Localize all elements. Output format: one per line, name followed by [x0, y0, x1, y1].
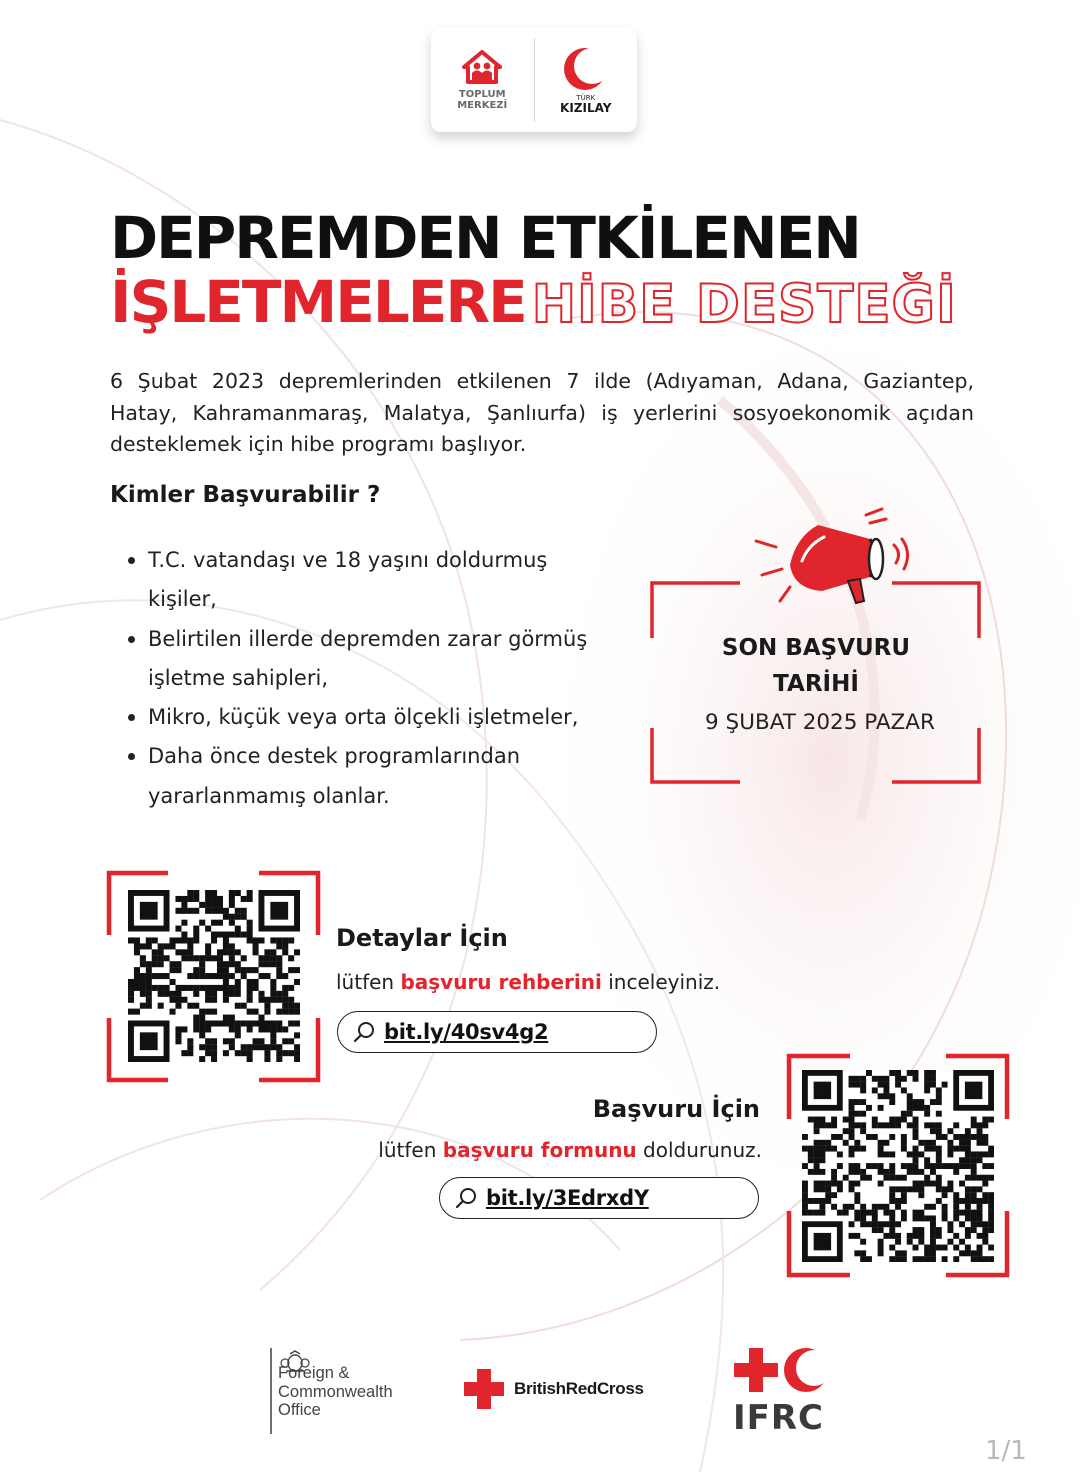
toplum-merkezi-logo — [431, 28, 534, 132]
fco-text — [278, 1364, 410, 1420]
turk-text: TÜRK — [576, 93, 596, 102]
royal-crest-icon — [280, 1350, 310, 1372]
application-post-text: doldurunuz. — [636, 1138, 762, 1162]
qr-code-details[interactable] — [128, 890, 300, 1062]
application-pre-text: lütfen — [378, 1138, 443, 1162]
qr-code-application[interactable] — [802, 1070, 994, 1262]
headline-red-text: İŞLETMELERE — [110, 268, 526, 336]
fco-line-3: Office — [278, 1401, 321, 1419]
british-red-cross-logo — [464, 1369, 644, 1409]
deadline-title — [650, 630, 982, 702]
eligibility-title: Kimler Başvurabilir ? — [110, 482, 381, 508]
deadline-title-line-2: TARİHİ — [773, 671, 859, 697]
headline-outline-text: HİBE DESTEĞİ — [531, 274, 957, 335]
turk-kizilay-logo — [535, 28, 638, 132]
details-link[interactable]: bit.ly/40sv4g2 — [384, 1020, 549, 1044]
eligibility-list — [128, 541, 598, 816]
details-link-pill[interactable] — [337, 1011, 657, 1053]
application-title: Başvuru İçin — [592, 1095, 760, 1123]
british-red-cross-text: BritishRedCross — [514, 1379, 644, 1398]
application-instruction — [300, 1138, 762, 1162]
application-link[interactable]: bit.ly/3EdrxdY — [486, 1186, 649, 1210]
red-crescent-icon — [561, 46, 611, 92]
deadline-title-line-1: SON BAŞVURU — [721, 635, 911, 661]
search-icon — [352, 1020, 376, 1044]
intro-paragraph: 6 Şubat 2023 depremlerinden etkilenen 7 ilde (Adıyaman, Adana, Gaziantep, Hatay, Kahramanmaraş, Malatya, Şanlıurfa) iş yerlerini sosyoekonomik açıdan desteklemek için hibe programı başlıyor. — [110, 369, 974, 456]
details-instruction — [336, 970, 720, 994]
fco-line-2: Commonwealth — [278, 1382, 393, 1401]
details-title: Detaylar İçin — [336, 924, 508, 952]
toplum-merkezi-text: TOPLUM MERKEZİ — [457, 89, 508, 111]
page-indicator: 1/1 — [985, 1436, 1027, 1466]
community-house-icon — [460, 49, 504, 85]
application-highlight: başvuru formunu — [442, 1138, 637, 1162]
megaphone-icon — [752, 503, 912, 611]
headline-line-2 — [110, 268, 957, 339]
list-item: Mikro, küçük veya orta ölçekli işletmeler, — [128, 698, 598, 737]
header-logo-card — [431, 28, 637, 132]
ifrc-cross-crescent-icon — [734, 1346, 830, 1394]
list-item: Belirtilen illerde depremden zarar görmüş işletme sahipleri, — [128, 620, 598, 699]
headline-line-1: DEPREMDEN ETKİLENEN — [110, 204, 860, 272]
application-link-pill[interactable] — [439, 1177, 759, 1219]
search-icon — [454, 1186, 478, 1210]
kizilay-text: KIZILAY — [560, 100, 612, 115]
deadline-date: 9 ŞUBAT 2025 PAZAR — [705, 710, 935, 735]
details-highlight: başvuru rehberini — [400, 970, 602, 994]
list-item: T.C. vatandaşı ve 18 yaşını doldurmuş kişiler, — [128, 541, 598, 620]
fco-logo — [270, 1348, 410, 1434]
red-cross-icon — [464, 1369, 504, 1409]
fco-line-1: Foreign & — [278, 1364, 350, 1382]
details-pre-text: lütfen — [336, 970, 401, 994]
ifrc-text: IFRC — [733, 1398, 825, 1438]
list-item: Daha önce destek programlarından yararlanmamış olanlar. — [128, 737, 598, 816]
details-post-text: inceleyiniz. — [601, 970, 721, 994]
